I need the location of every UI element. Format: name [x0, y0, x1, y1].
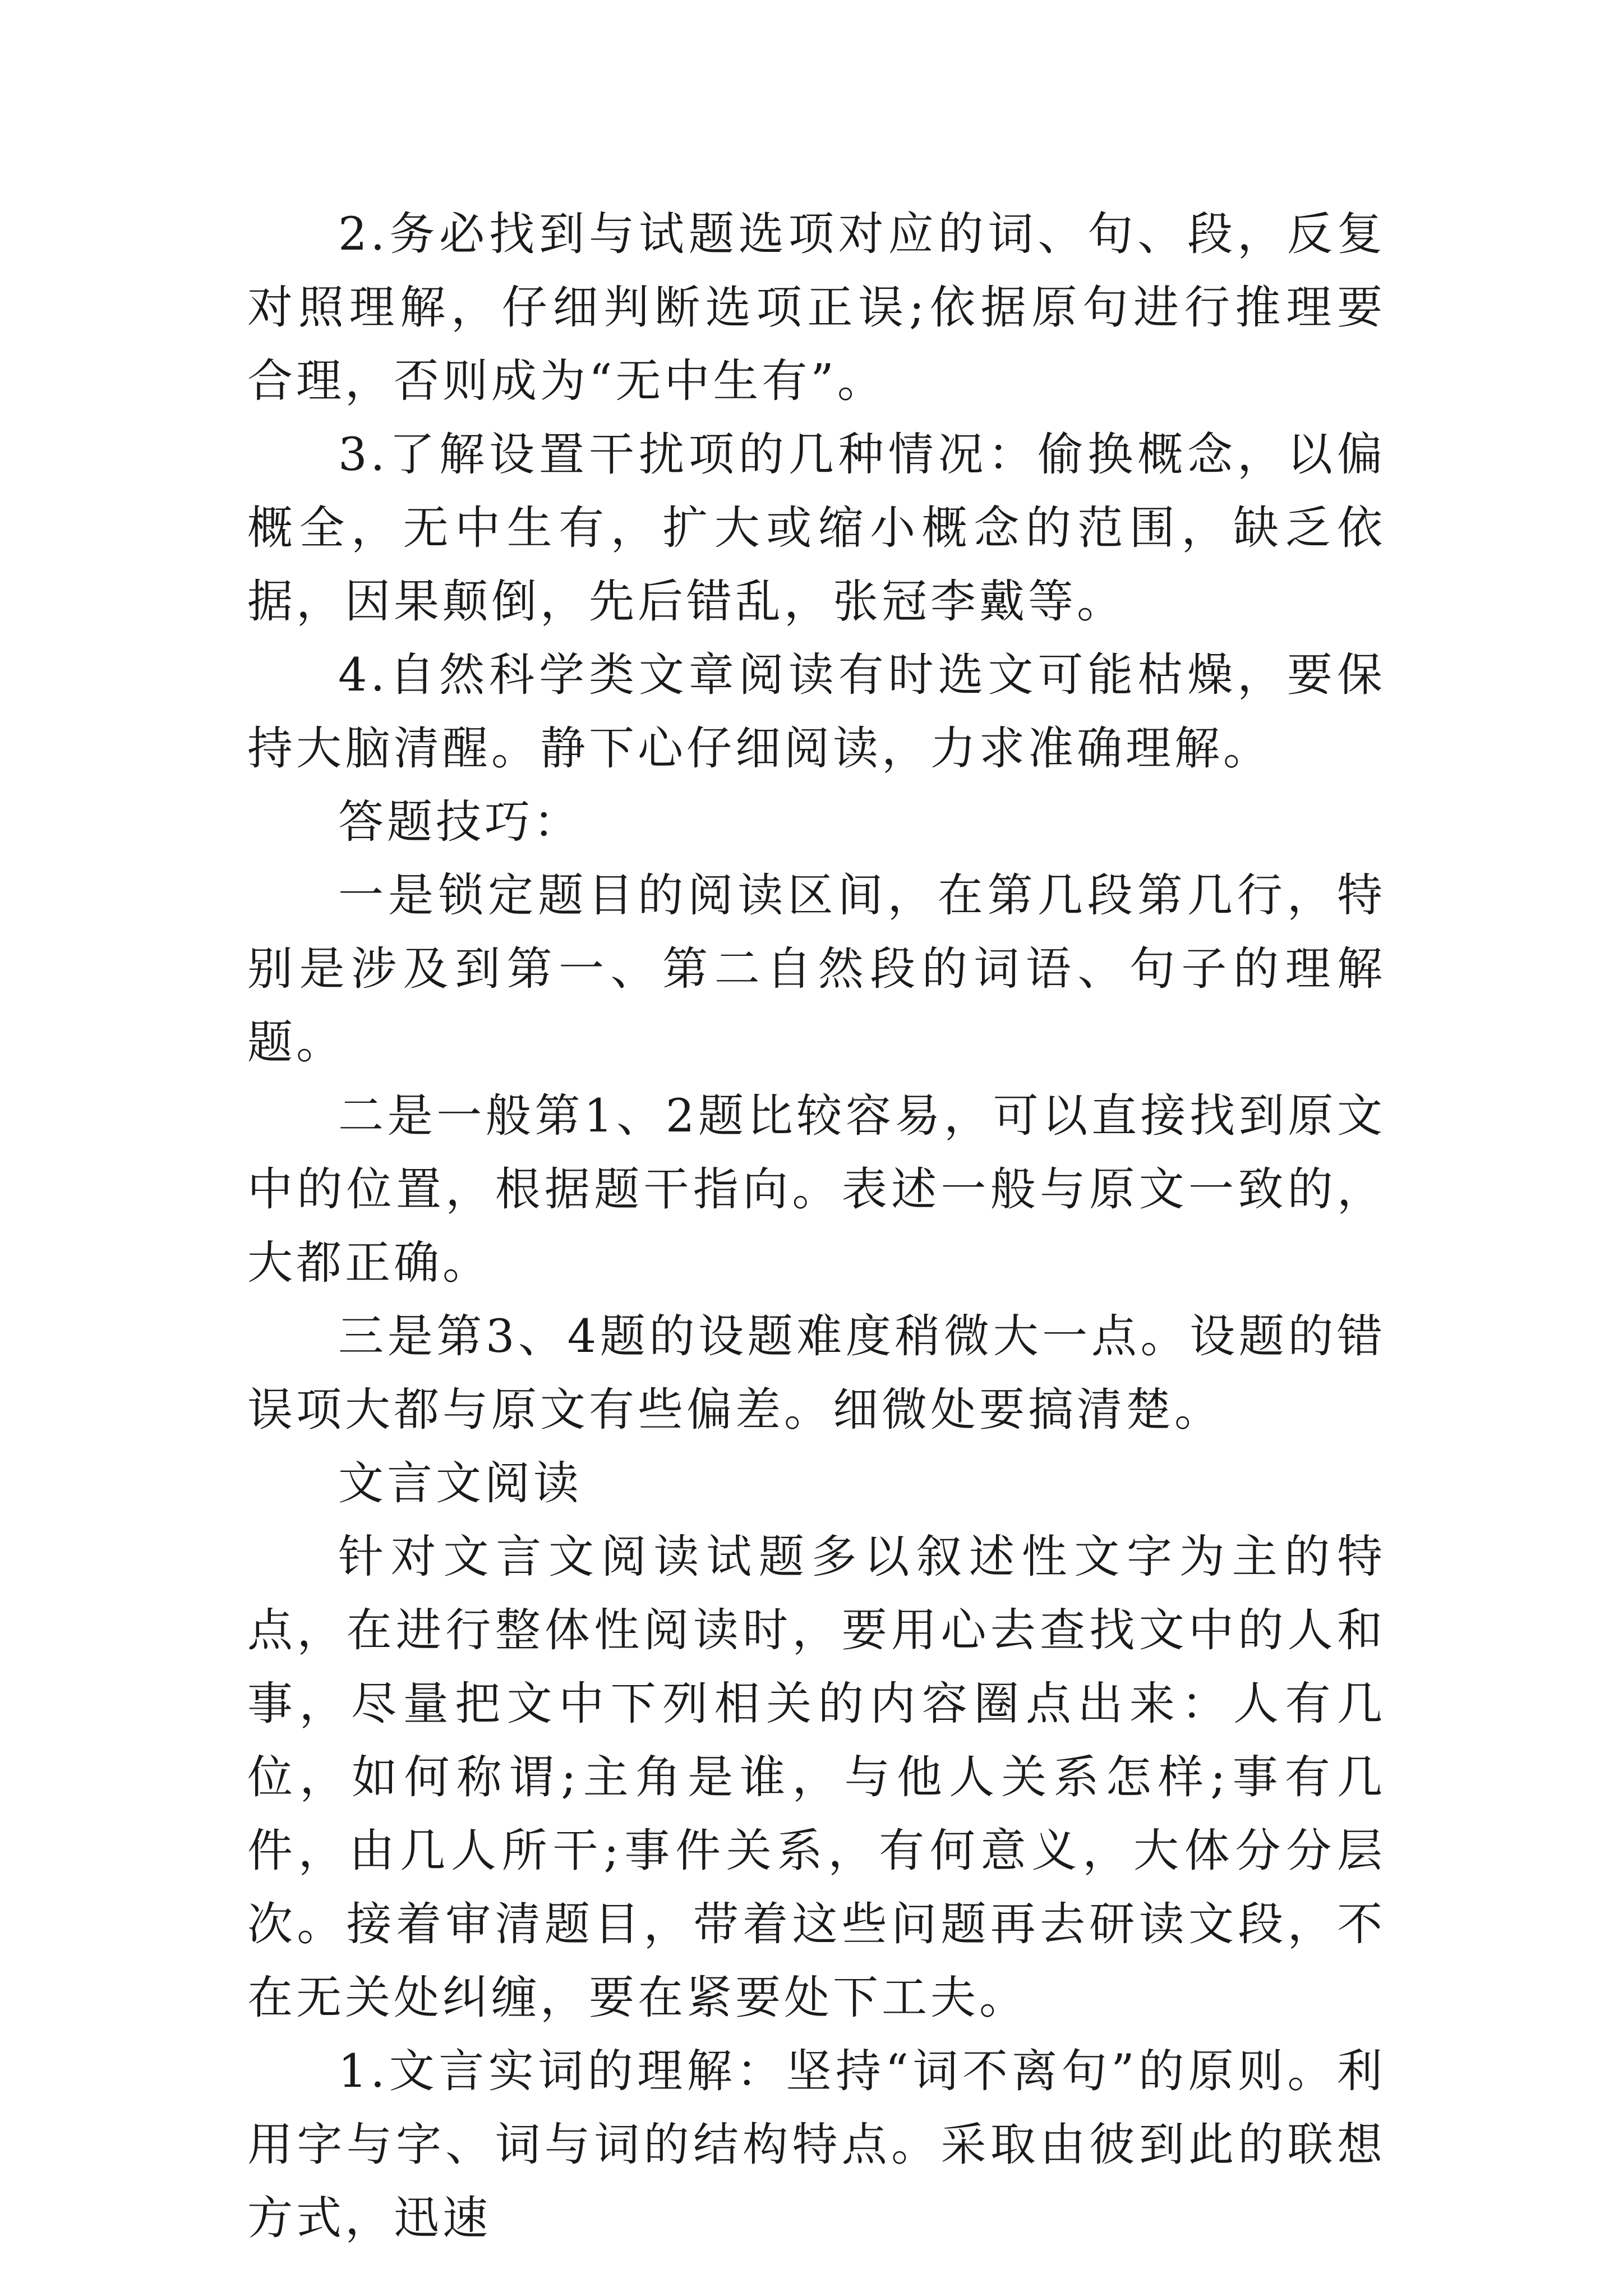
- paragraph-point-3: 3.了解设置干扰项的几种情况：偷换概念，以偏概全，无中生有，扩大或缩小概念的范围，缺乏依据，因果颠倒，先后错乱，张冠李戴等。: [247, 429, 1386, 628]
- heading-answer-tips: 答题技巧：: [338, 796, 583, 849]
- paragraph-tip-1: 一是锁定题目的阅读区间，在第几段第几行，特别是涉及到第一、第二自然段的词语、句子的理解题。: [247, 869, 1386, 1069]
- paragraph-tip-2: 二是一般第1、2题比较容易，可以直接找到原文中的位置，根据题干指向。表述一般与原文一致的，大都正确。: [247, 1090, 1386, 1290]
- document-body: [247, 198, 1386, 2256]
- paragraph-point-2: 2.务必找到与试题选项对应的词、句、段，反复对照理解，仔细判断选项正误;依据原句进行推理要合理，否则成为“无中生有”。: [247, 208, 1386, 408]
- paragraph-classical-point-1: 1.文言实词的理解：坚持“词不离句”的原则。利用字与字、词与词的结构特点。采取由彼到此的联想方式，迅速: [247, 2045, 1386, 2245]
- paragraph-classical-intro: 针对文言文阅读试题多以叙述性文字为主的特点，在进行整体性阅读时，要用心去查找文中的人和事，尽量把文中下列相关的内容圈点出来：人有几位，如何称谓;主角是谁，与他人关系怎样;事有几件，由几人所干;事件关系，有何意义，大体分分层次。接着审清题目，带着这些问题再去研读文段，不在无关处纠缠，要在紧要处下工夫。: [247, 1531, 1386, 2024]
- paragraph-point-4: 4.自然科学类文章阅读有时选文可能枯燥，要保持大脑清醒。静下心仔细阅读，力求准确理解。: [247, 649, 1386, 775]
- heading-classical-reading: 文言文阅读: [338, 1457, 583, 1510]
- paragraph-tip-3: 三是第3、4题的设题难度稍微大一点。设题的错误项大都与原文有些偏差。细微处要搞清楚。: [247, 1310, 1386, 1437]
